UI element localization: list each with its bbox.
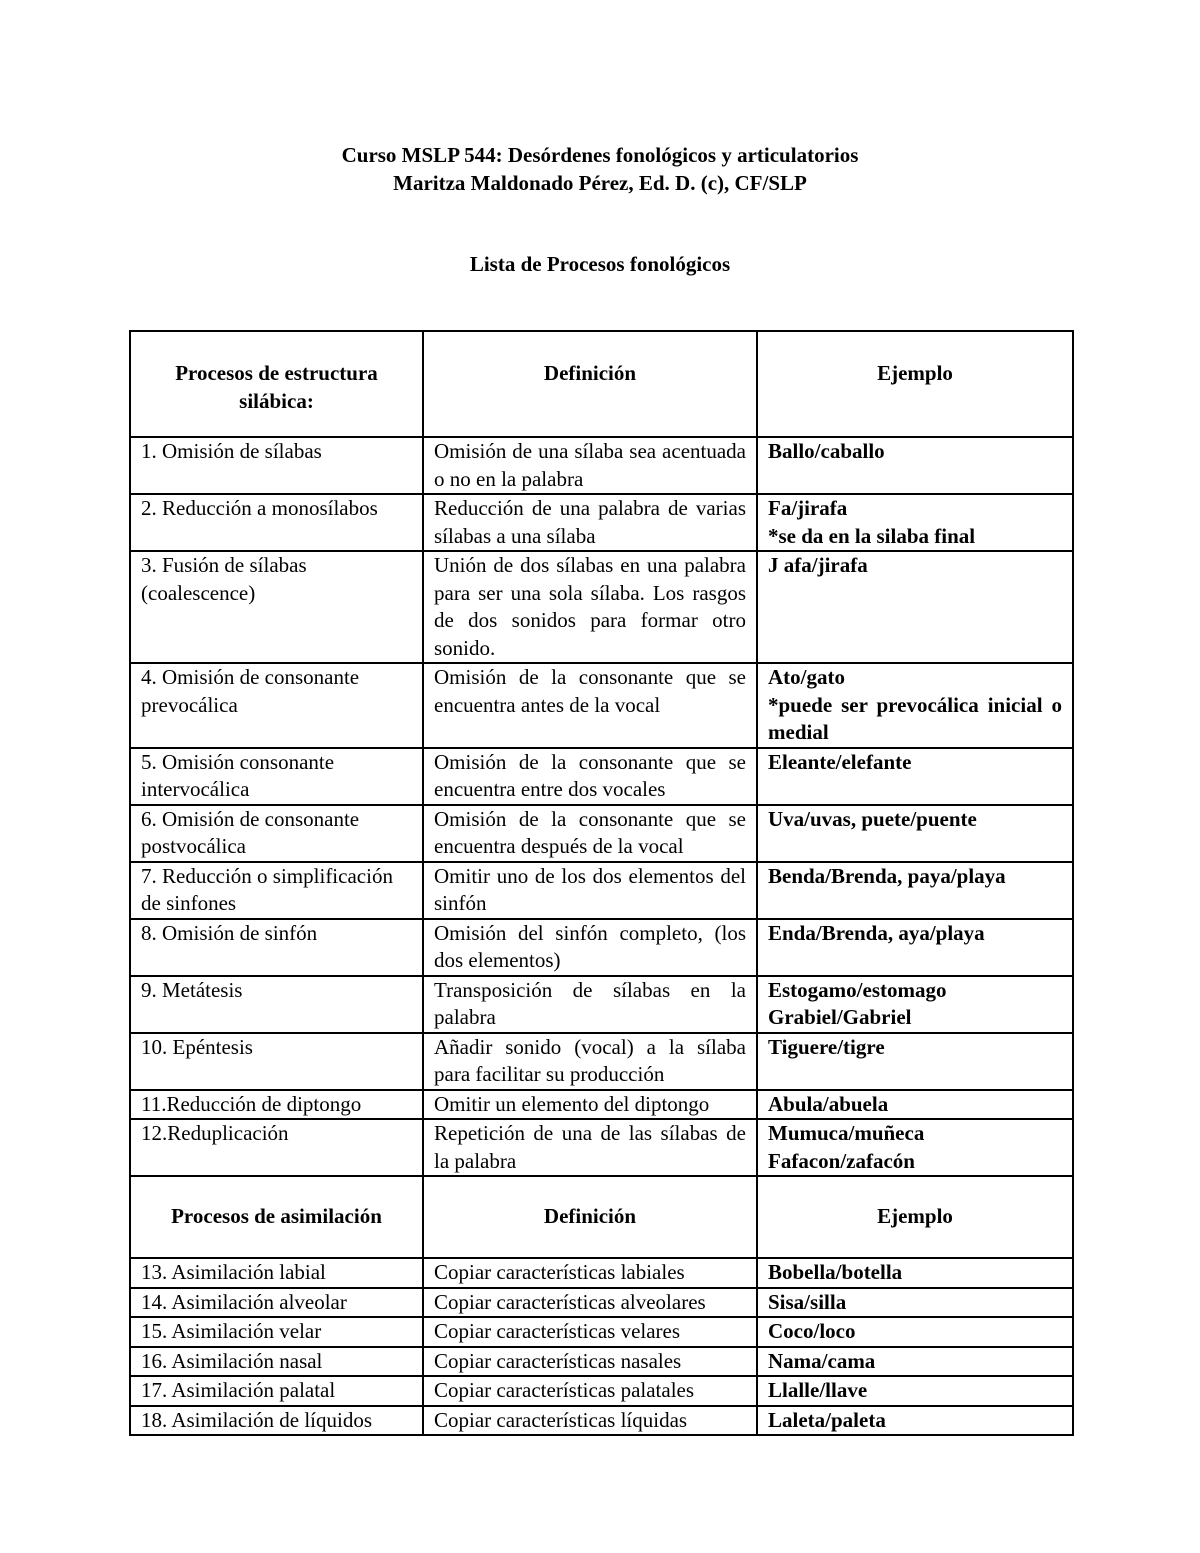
example-cell: [757, 919, 1073, 976]
example-cell: [757, 437, 1073, 494]
author-line: Maritza Maldonado Pérez, Ed. D. (c), CF/SLP: [393, 171, 807, 195]
example-line: Eleante/elefante: [768, 749, 912, 774]
definition-cell: Omisión de la consonante que se encuentra antes de la vocal: [423, 663, 757, 748]
table-row: [130, 1288, 1073, 1318]
example-line: Uva/uvas, puete/puente: [768, 806, 977, 831]
definition-cell: Transposición de sílabas en la palabra: [423, 976, 757, 1033]
definition-cell: Copiar características líquidas: [423, 1406, 757, 1436]
example-line: Mumuca/muñeca: [768, 1121, 925, 1145]
definition-cell: Omitir uno de los dos elementos del sinfón: [423, 862, 757, 919]
example-cell: [757, 862, 1073, 919]
definition-cell: Repetición de una de las sílabas de la palabra: [423, 1119, 757, 1176]
process-name-cell: 17. Asimilación palatal: [130, 1376, 423, 1406]
section-header-process: Procesos de asimilación: [130, 1176, 423, 1258]
table-body: [130, 331, 1073, 1435]
example-cell: [757, 1376, 1073, 1406]
section-header-definition: Definición: [423, 1176, 757, 1258]
definition-cell: Omisión de la consonante que se encuentra después de la vocal: [423, 805, 757, 862]
example-line: *puede ser prevocálica inicial o medial: [768, 692, 1062, 744]
process-name-cell: 14. Asimilación alveolar: [130, 1288, 423, 1318]
definition-cell: Omisión de una sílaba sea acentuada o no en la palabra: [423, 437, 757, 494]
example-line: Fa/jirafa: [768, 496, 848, 520]
section-header-process: Procesos de estructura silábica:: [130, 331, 423, 437]
example-cell: [757, 1119, 1073, 1176]
process-name-cell: 5. Omisión consonante intervocálica: [130, 748, 423, 805]
example-cell: [757, 1317, 1073, 1347]
definition-cell: Omisión de la consonante que se encuentra entre dos vocales: [423, 748, 757, 805]
process-name-cell: 3. Fusión de sílabas (coalescence): [130, 551, 423, 663]
process-name-cell: 6. Omisión de consonante postvocálica: [130, 805, 423, 862]
example-cell: [757, 551, 1073, 663]
example-line: Nama/cama: [768, 1348, 876, 1373]
section-header-row: [130, 1176, 1073, 1258]
process-name-cell: 7. Reducción o simplificación de sinfones: [130, 862, 423, 919]
table-row: [130, 1090, 1073, 1120]
example-line: J afa/jirafa: [768, 553, 868, 577]
example-line: Estogamo/estomago: [768, 977, 947, 1002]
document-header: [0, 141, 1200, 197]
example-line: Ballo/caballo: [768, 439, 885, 463]
table-row: [130, 1376, 1073, 1406]
process-name-cell: 15. Asimilación velar: [130, 1317, 423, 1347]
process-name-cell: 16. Asimilación nasal: [130, 1347, 423, 1377]
definition-cell: Omitir un elemento del diptongo: [423, 1090, 757, 1120]
example-cell: [757, 1090, 1073, 1120]
table-row: [130, 1406, 1073, 1436]
example-line: Enda/Brenda, aya/playa: [768, 920, 985, 945]
process-name-cell: 9. Metátesis: [130, 976, 423, 1033]
phonological-processes-table: [129, 330, 1074, 1436]
definition-cell: Copiar características nasales: [423, 1347, 757, 1377]
table-row: [130, 551, 1073, 663]
example-cell: [757, 1406, 1073, 1436]
table-row: [130, 805, 1073, 862]
process-name-cell: 13. Asimilación labial: [130, 1258, 423, 1288]
section-header-example: Ejemplo: [757, 331, 1073, 437]
list-title: Lista de Procesos fonológicos: [469, 252, 731, 276]
example-line: Abula/abuela: [768, 1091, 889, 1116]
course-title: Curso MSLP 544: Desórdenes fonológicos y articulatorios: [341, 143, 859, 167]
definition-cell: Copiar características velares: [423, 1317, 757, 1347]
example-cell: [757, 1288, 1073, 1318]
process-name-cell: 8. Omisión de sinfón: [130, 919, 423, 976]
definition-cell: Omisión del sinfón completo, (los dos elementos): [423, 919, 757, 976]
example-line: Laleta/paleta: [768, 1407, 886, 1432]
process-name-cell: 1. Omisión de sílabas: [130, 437, 423, 494]
table-row: [130, 1258, 1073, 1288]
example-line: Sisa/silla: [768, 1289, 847, 1314]
example-cell: [757, 494, 1073, 551]
process-name-cell: 12.Reduplicación: [130, 1119, 423, 1176]
process-name-cell: 10. Epéntesis: [130, 1033, 423, 1090]
table-row: [130, 1033, 1073, 1090]
table-row: [130, 494, 1073, 551]
example-cell: [757, 976, 1073, 1033]
example-line: Ato/gato: [768, 665, 845, 689]
example-line: Coco/loco: [768, 1319, 856, 1343]
example-line: *se da en la silaba final: [768, 523, 976, 548]
example-cell: [757, 663, 1073, 748]
example-cell: [757, 1033, 1073, 1090]
definition-cell: Reducción de una palabra de varias sílabas a una sílaba: [423, 494, 757, 551]
section-header-example: Ejemplo: [757, 1176, 1073, 1258]
example-cell: [757, 1258, 1073, 1288]
table-row: [130, 1119, 1073, 1176]
table-row: [130, 976, 1073, 1033]
example-cell: [757, 748, 1073, 805]
process-name-cell: 4. Omisión de consonante prevocálica: [130, 663, 423, 748]
example-line: Bobella/botella: [768, 1260, 903, 1284]
example-line: Benda/Brenda, paya/playa: [768, 863, 1006, 888]
definition-cell: Copiar características palatales: [423, 1376, 757, 1406]
example-cell: [757, 805, 1073, 862]
definition-cell: Añadir sonido (vocal) a la sílaba para facilitar su producción: [423, 1033, 757, 1090]
table-row: [130, 663, 1073, 748]
process-name-cell: 11.Reducción de diptongo: [130, 1090, 423, 1120]
example-line: Fafacon/zafacón: [768, 1148, 915, 1173]
table-row: [130, 1317, 1073, 1347]
table-row: [130, 1347, 1073, 1377]
example-cell: [757, 1347, 1073, 1377]
process-name-cell: 2. Reducción a monosílabos: [130, 494, 423, 551]
process-name-cell: 18. Asimilación de líquidos: [130, 1406, 423, 1436]
example-line: Llalle/llave: [768, 1378, 868, 1402]
table-row: [130, 862, 1073, 919]
section-header-definition: Definición: [423, 331, 757, 437]
definition-cell: Copiar características labiales: [423, 1258, 757, 1288]
section-header-row: [130, 331, 1073, 437]
definition-cell: Copiar características alveolares: [423, 1288, 757, 1318]
example-line: Tiguere/tigre: [768, 1034, 885, 1059]
table-row: [130, 919, 1073, 976]
table-row: [130, 437, 1073, 494]
table-row: [130, 748, 1073, 805]
example-line: Grabiel/Gabriel: [768, 1005, 912, 1029]
definition-cell: Unión de dos sílabas en una palabra para ser una sola sílaba. Los rasgos de dos sonidos para formar otro sonido.: [423, 551, 757, 663]
